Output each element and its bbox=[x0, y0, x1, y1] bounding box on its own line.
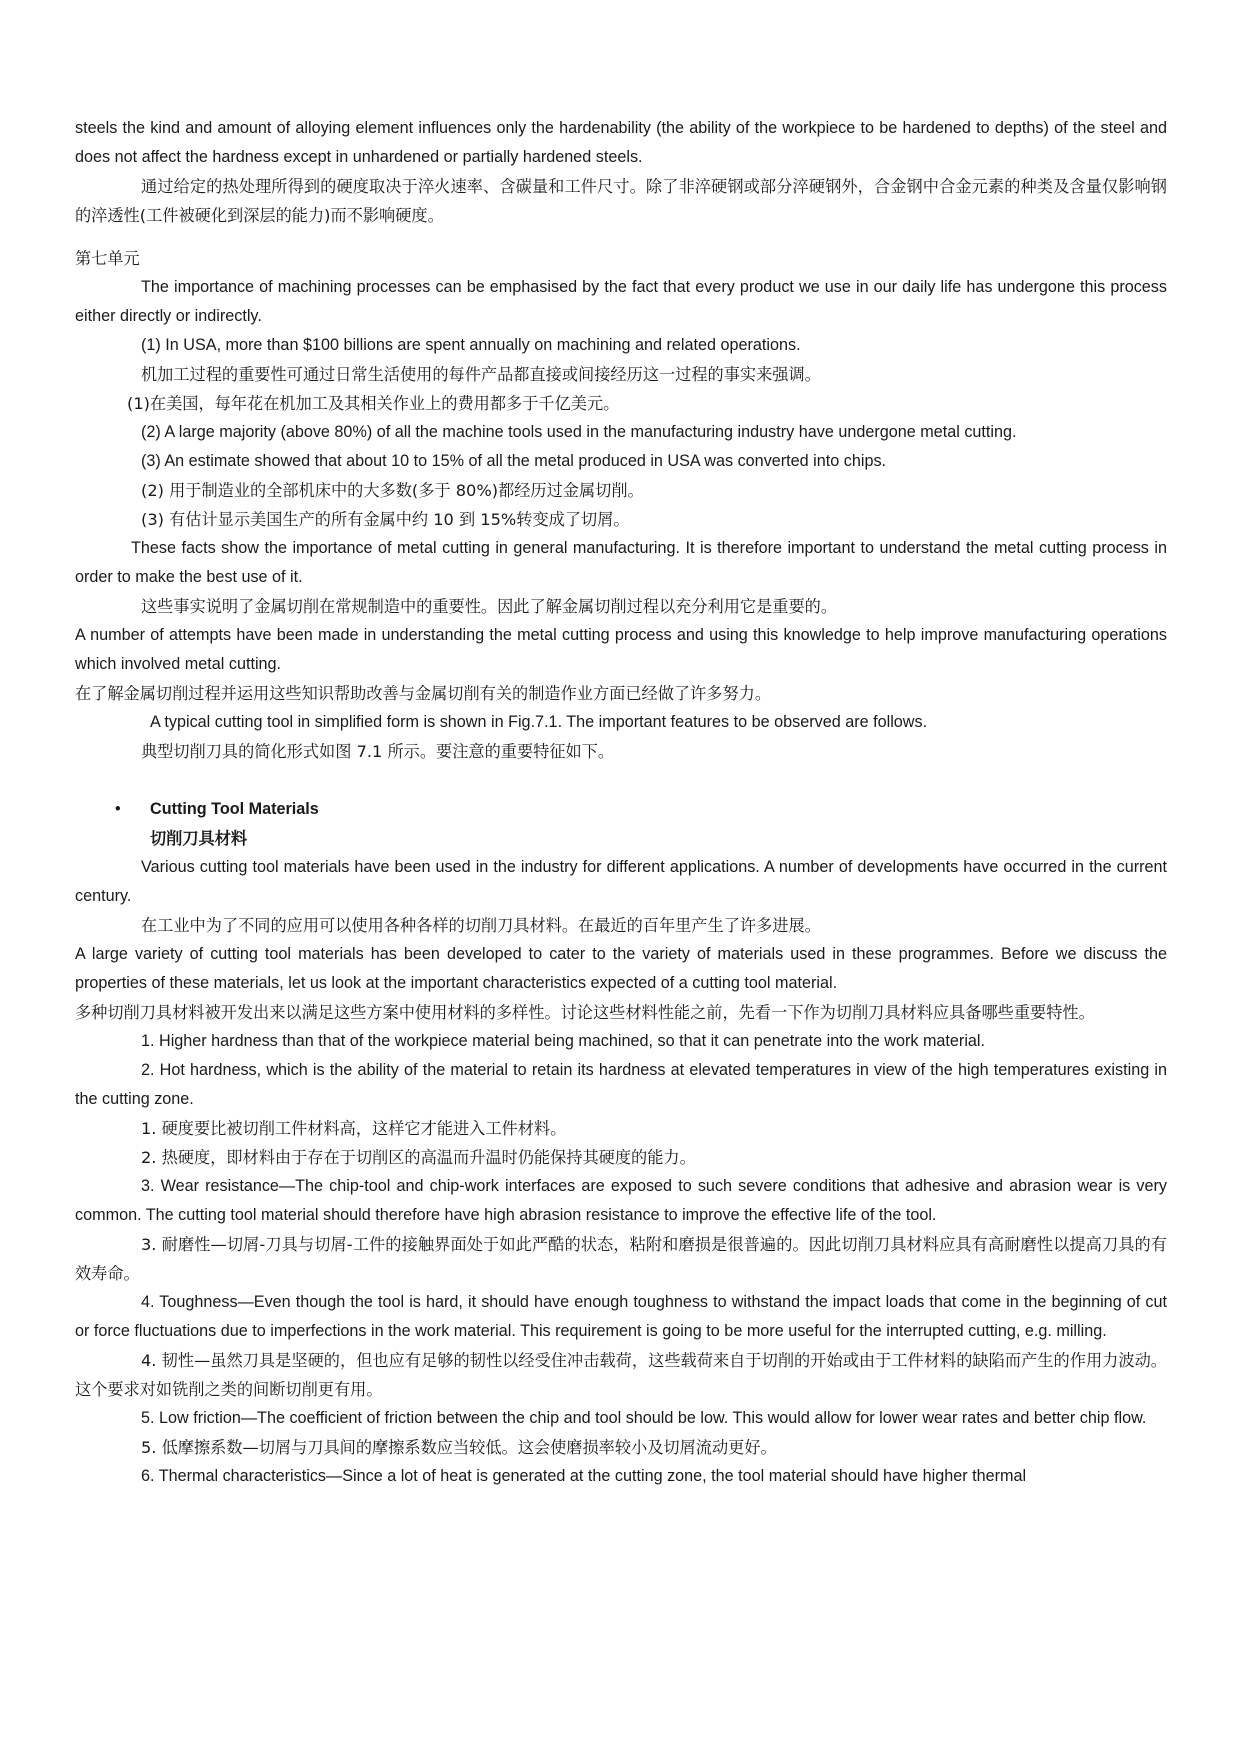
paragraph-variety-cn: 多种切削刀具材料被开发出来以满足这些方案中使用材料的多样性。讨论这些材料性能之前，先看一下作为切削刀具材料应具备哪些重要特性。 bbox=[75, 1003, 1095, 1022]
paragraph-typical-tool-en: A typical cutting tool in simplified form is shown in Fig.7.1. The important features to be observed are follows. bbox=[150, 713, 928, 731]
paragraph-materials-cn: 在工业中为了不同的应用可以使用各种各样的切削刀具材料。在最近的百年里产生了许多进展。 bbox=[141, 916, 821, 935]
paragraph-attempts-cn: 在了解金属切削过程并运用这些知识帮助改善与金属切削有关的制造作业方面已经做了许多努力。 bbox=[75, 684, 772, 703]
characteristic-low-friction-cn: 5. 低摩擦系数—切屑与刀具间的摩擦系数应当较低。这会使磨损率较小及切屑流动更好。 bbox=[141, 1438, 777, 1457]
list-item-machine-tools-cn: (2) 用于制造业的全部机床中的大多数(多于 80%)都经历过金属切削。 bbox=[141, 481, 644, 500]
list-item-usa-spending-en: (1) In USA, more than $100 billions are spent annually on machining and related operations. bbox=[141, 336, 801, 354]
paragraph-attempts-en: A number of attempts have been made in understanding the metal cutting process and using this knowledge to help improve manufacturing operations which involved metal cutting. bbox=[75, 626, 1167, 673]
paragraph-variety-en: A large variety of cutting tool materials has been developed to cater to the variety of materials used in these programmes. Before we discuss the properties of these materials, let us look at the important characteristics expected of a cutting tool material. bbox=[75, 945, 1167, 992]
document-page bbox=[75, 114, 1167, 1491]
section-heading bbox=[75, 795, 1167, 853]
spacer bbox=[75, 230, 1167, 244]
paragraph-hardness-en: steels the kind and amount of alloying element influences only the hardenability (the ability of the workpiece to be hardened to depths) of the steel and does not affect the hardness except in unhardened or partially hardened steels. bbox=[75, 119, 1167, 166]
bullet-icon: • bbox=[115, 800, 121, 818]
characteristic-hardness-en: 1. Higher hardness than that of the workpiece material being machined, so that it can penetrate into the work material. bbox=[141, 1032, 986, 1050]
characteristic-hot-hardness-cn: 2. 热硬度，即材料由于存在于切削区的高温而升温时仍能保持其硬度的能力。 bbox=[141, 1148, 696, 1167]
section-title-cn: 切削刀具材料 bbox=[150, 829, 248, 848]
list-item-chips-estimate-cn: (3) 有估计显示美国生产的所有金属中约 10 到 15%转变成了切屑。 bbox=[141, 510, 630, 529]
unit-title: 第七单元 bbox=[75, 249, 140, 268]
spacer bbox=[75, 766, 1167, 795]
list-item-machine-tools-en: (2) A large majority (above 80%) of all the machine tools used in the manufacturing industry have undergone metal cutting. bbox=[141, 423, 1017, 441]
paragraph-facts-en: These facts show the importance of metal cutting in general manufacturing. It is therefore important to understand the metal cutting process in order to make the best use of it. bbox=[75, 539, 1167, 586]
characteristic-thermal-en: 6. Thermal characteristics—Since a lot of heat is generated at the cutting zone, the tool material should have higher thermal bbox=[141, 1467, 1027, 1485]
paragraph-typical-tool-cn: 典型切削刀具的简化形式如图 7.1 所示。要注意的重要特征如下。 bbox=[141, 742, 615, 761]
paragraph-machining-importance-cn: 机加工过程的重要性可通过日常生活使用的每件产品都直接或间接经历这一过程的事实来强调。 bbox=[141, 365, 821, 384]
characteristic-wear-resistance-en: 3. Wear resistance—The chip-tool and chip-work interfaces are exposed to such severe conditions that adhesive and abrasion wear is very common. The cutting tool material should therefore have high abrasion resistance to improve the effective life of the tool. bbox=[75, 1177, 1167, 1224]
list-item-chips-estimate-en: (3) An estimate showed that about 10 to 15% of all the metal produced in USA was converted into chips. bbox=[141, 452, 887, 470]
characteristic-wear-resistance-cn: 3. 耐磨性—切屑-刀具与切屑-工件的接触界面处于如此严酷的状态，粘附和磨损是很普遍的。因此切削刀具材料应具有高耐磨性以提高刀具的有效寿命。 bbox=[75, 1235, 1167, 1283]
characteristic-hardness-cn: 1. 硬度要比被切削工件材料高，这样它才能进入工件材料。 bbox=[141, 1119, 567, 1138]
paragraph-machining-importance-en: The importance of machining processes can be emphasised by the fact that every product we use in our daily life has undergone this process either directly or indirectly. bbox=[75, 278, 1167, 325]
paragraph-facts-cn: 这些事实说明了金属切削在常规制造中的重要性。因此了解金属切削过程以充分利用它是重要的。 bbox=[141, 597, 838, 616]
characteristic-toughness-cn: 4. 韧性—虽然刀具是坚硬的，但也应有足够的韧性以经受住冲击载荷，这些载荷来自于切削的开始或由于工件材料的缺陷而产生的作用力波动。这个要求对如铣削之类的间断切削更有用。 bbox=[75, 1351, 1167, 1399]
characteristic-low-friction-en: 5. Low friction—The coefficient of friction between the chip and tool should be low. This would allow for lower wear rates and better chip flow. bbox=[141, 1409, 1147, 1427]
list-item-usa-spending-cn: (1)在美国，每年花在机加工及其相关作业上的费用都多于千亿美元。 bbox=[127, 394, 620, 413]
characteristic-toughness-en: 4. Toughness—Even though the tool is hard, it should have enough toughness to withstand the impact loads that come in the beginning of cut or force fluctuations due to imperfections in the work material. This requirement is going to be more useful for the interrupted cutting, e.g. milling. bbox=[75, 1293, 1167, 1340]
section-title-en: Cutting Tool Materials bbox=[150, 800, 319, 818]
paragraph-materials-en: Various cutting tool materials have been used in the industry for different applications. A number of developments have occurred in the current century. bbox=[75, 858, 1167, 905]
characteristic-hot-hardness-en: 2. Hot hardness, which is the ability of the material to retain its hardness at elevated temperatures in view of the high temperatures existing in the cutting zone. bbox=[75, 1061, 1167, 1108]
paragraph-hardness-cn: 通过给定的热处理所得到的硬度取决于淬火速率、含碳量和工件尺寸。除了非淬硬钢或部分淬硬钢外，合金钢中合金元素的种类及含量仅影响钢的淬透性(工件被硬化到深层的能力)而不影响硬度。 bbox=[75, 177, 1167, 225]
